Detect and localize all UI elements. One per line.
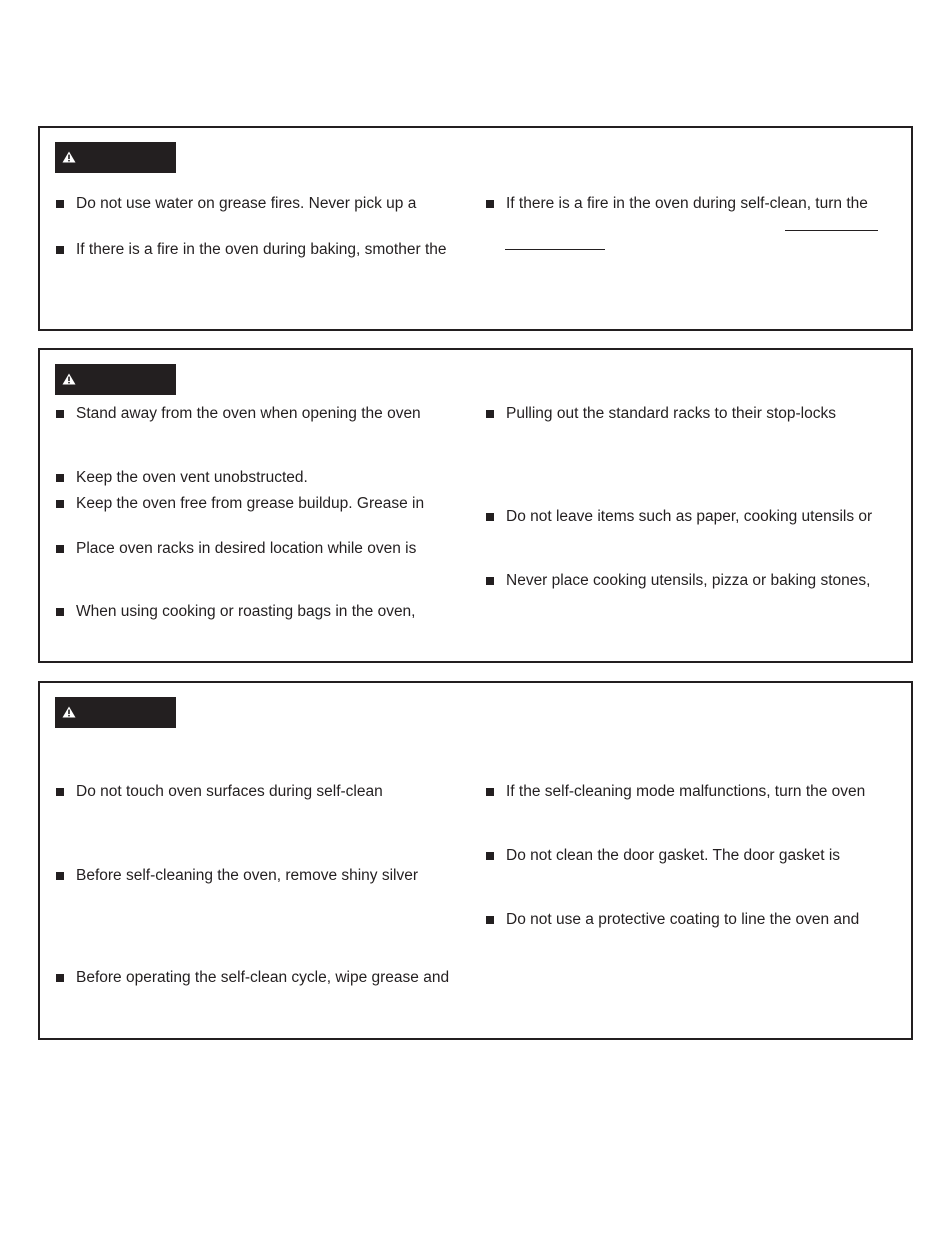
bullet-icon — [56, 788, 64, 796]
list-item-text: Keep the oven vent unobstructed. — [76, 469, 308, 486]
list-item-text: Pulling out the standard racks to their stop-locks — [506, 405, 836, 422]
bullet-icon — [486, 788, 494, 796]
bullet-icon — [56, 608, 64, 616]
list-item-text: If there is a fire in the oven during baking, smother the — [76, 241, 447, 258]
bullet-icon — [56, 246, 64, 254]
warning-label-banner — [55, 364, 176, 395]
list-item-text: Keep the oven free from grease buildup. Grease in — [76, 495, 425, 512]
list-item-text: If the self-cleaning mode malfunctions, turn the oven — [506, 783, 866, 800]
list-item-text: Do not use water on grease fires. Never pick up a — [76, 195, 417, 212]
warning-section-fire — [38, 126, 913, 331]
warning-section-self-clean — [38, 681, 913, 1040]
list-item-text: Do not use a protective coating to line the oven and — [506, 911, 860, 928]
bullet-icon — [56, 410, 64, 418]
bullet-icon — [486, 852, 494, 860]
bullet-icon — [56, 474, 64, 482]
warning-triangle-icon — [62, 706, 76, 718]
list-item-text: Before operating the self-clean cycle, wipe grease and — [76, 969, 450, 986]
bullet-icon — [56, 200, 64, 208]
list-item-text: Stand away from the oven when opening the oven — [76, 405, 421, 422]
warning-label-banner — [55, 697, 176, 728]
underline-rule — [785, 230, 878, 231]
list-item-text: Do not touch oven surfaces during self-clean — [76, 783, 383, 800]
bullet-icon — [486, 410, 494, 418]
bullet-icon — [486, 916, 494, 924]
warning-section-burns — [38, 348, 913, 663]
bullet-icon — [56, 974, 64, 982]
bullet-icon — [56, 872, 64, 880]
underline-rule — [505, 249, 605, 250]
warning-triangle-icon — [62, 151, 76, 163]
list-item-text: Before self-cleaning the oven, remove shiny silver — [76, 867, 419, 884]
list-item-text: Do not leave items such as paper, cooking utensils or — [506, 508, 873, 525]
bullet-icon — [486, 513, 494, 521]
warning-triangle-icon — [62, 373, 76, 385]
warning-label-banner — [55, 142, 176, 173]
bullet-icon — [56, 545, 64, 553]
list-item-text: Place oven racks in desired location while oven is — [76, 540, 417, 557]
bullet-icon — [486, 577, 494, 585]
list-item-text: If there is a fire in the oven during self-clean, turn the — [506, 195, 868, 212]
list-item-text: Do not clean the door gasket. The door gasket is — [506, 847, 841, 864]
list-item-text: When using cooking or roasting bags in the oven, — [76, 603, 416, 620]
bullet-icon — [486, 200, 494, 208]
bullet-icon — [56, 500, 64, 508]
list-item-text: Never place cooking utensils, pizza or baking stones, — [506, 572, 871, 589]
